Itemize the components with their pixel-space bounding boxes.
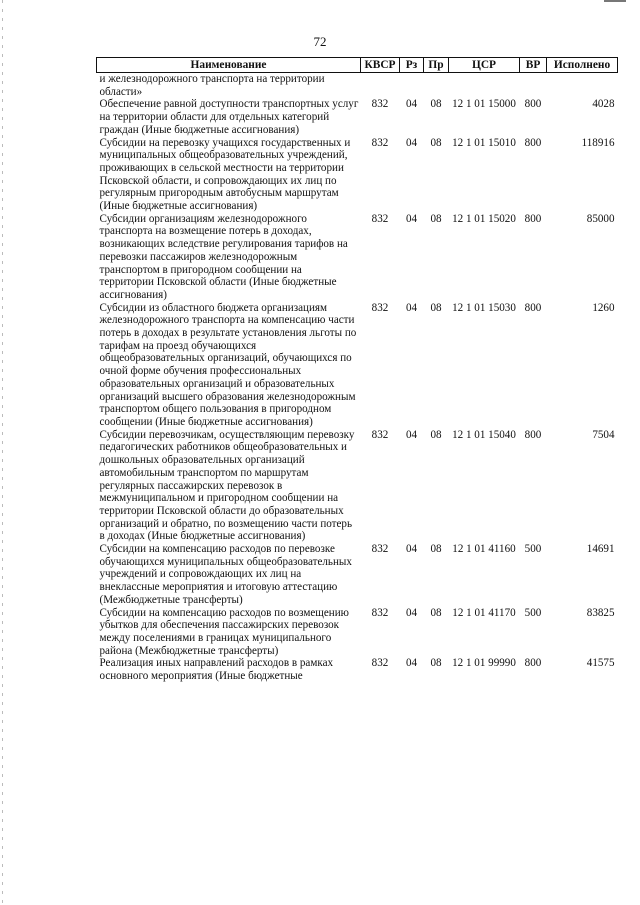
row-vr: 800 bbox=[524, 657, 542, 670]
table-header-row bbox=[97, 58, 618, 73]
row-pr: 08 bbox=[430, 136, 442, 149]
row-rz: 04 bbox=[405, 98, 418, 111]
header-name: Наименование bbox=[97, 58, 361, 73]
row-csr: 12 1 01 99990 bbox=[452, 657, 516, 670]
row-vr: 800 bbox=[524, 301, 542, 314]
row-csr: 12 1 01 15020 bbox=[452, 212, 516, 225]
row-isp: 14691 bbox=[586, 543, 615, 556]
row-rz bbox=[400, 73, 424, 99]
row-kvsr: 832 bbox=[371, 606, 389, 619]
row-rz: 04 bbox=[405, 657, 418, 670]
row-kvsr: 832 bbox=[371, 136, 389, 149]
row-pr: 08 bbox=[430, 657, 442, 670]
header-pr: Пр bbox=[424, 58, 449, 73]
row-pr: 08 bbox=[430, 98, 442, 111]
row-isp: 1260 bbox=[592, 301, 615, 314]
table-row bbox=[97, 137, 618, 213]
row-csr bbox=[449, 73, 520, 99]
row-vr: 500 bbox=[524, 543, 542, 556]
header-csr: ЦСР bbox=[449, 58, 520, 73]
row-rz: 04 bbox=[405, 606, 418, 619]
row-pr: 08 bbox=[430, 543, 442, 556]
row-csr: 12 1 01 41160 bbox=[452, 543, 516, 556]
row-csr: 12 1 01 41170 bbox=[452, 606, 516, 619]
row-vr: 500 bbox=[524, 606, 542, 619]
row-pr: 08 bbox=[430, 212, 442, 225]
row-kvsr: 832 bbox=[371, 98, 389, 111]
budget-table bbox=[96, 57, 618, 683]
row-name: и железнодорожного транспорта на территории области» bbox=[99, 73, 325, 98]
row-name: Субсидии на компенсацию расходов по перевозке обучающихся муниципальных общеобразовательных учреждений и сопровождающих их лиц на внеклассные мероприятия и итоговую аттестацию (Межбюджетные трансферты) bbox=[99, 543, 352, 606]
row-vr: 800 bbox=[524, 98, 542, 111]
row-vr: 800 bbox=[524, 428, 542, 441]
row-isp: 7504 bbox=[592, 428, 615, 441]
row-isp: 4028 bbox=[592, 98, 615, 111]
table-row bbox=[97, 213, 618, 302]
row-name: Обеспечение равной доступности транспортных услуг на территории области для отдельных категорий граждан (Иные бюджетные ассигнования) bbox=[99, 98, 359, 136]
row-csr: 12 1 01 15000 bbox=[452, 98, 516, 111]
row-pr: 08 bbox=[430, 301, 442, 314]
row-name: Субсидии на компенсацию расходов по возмещению убытков для обеспечения пассажирских перевозок между поселениями в границах муниципального района (Межбюджетные трансферты) bbox=[99, 606, 349, 657]
row-rz: 04 bbox=[405, 136, 418, 149]
row-kvsr: 832 bbox=[371, 657, 389, 670]
row-name: Субсидии из областного бюджета организациям железнодорожного транспорта на компенсацию части потерь в доходах в результате установления льготы по тарифам на проезд обучающихся общеобразовательных организаций, обучающихся по очной форме обучения профессиональных образовательных организаций и образовательных организаций высшего образования железнодорожным транспортом общего пользования в пригородном сообщении (Иные бюджетные ассигнования) bbox=[99, 301, 357, 428]
row-isp bbox=[547, 73, 618, 99]
row-pr: 08 bbox=[430, 606, 442, 619]
row-rz: 04 bbox=[405, 428, 418, 441]
row-isp: 83825 bbox=[586, 606, 615, 619]
table-row bbox=[97, 429, 618, 543]
header-kvsr: КВСР bbox=[361, 58, 400, 73]
row-csr: 12 1 01 15040 bbox=[452, 428, 516, 441]
row-kvsr: 832 bbox=[371, 301, 389, 314]
row-csr: 12 1 01 15030 bbox=[452, 301, 516, 314]
header-isp: Исполнено bbox=[547, 58, 618, 73]
row-name: Субсидии организациям железнодорожного транспорта на возмещение потерь в доходах, возникающих вследствие регулирования тарифов на перевозки пассажиров железнодорожным транспортом в пригородном сообщении на территории Псковской области (Иные бюджетные ассигнования) bbox=[99, 212, 348, 301]
header-vr: ВР bbox=[520, 58, 547, 73]
row-rz: 04 bbox=[405, 212, 418, 225]
row-rz: 04 bbox=[405, 543, 418, 556]
table-row bbox=[97, 657, 618, 682]
table-row bbox=[97, 98, 618, 136]
row-vr: 800 bbox=[524, 136, 542, 149]
row-kvsr bbox=[361, 73, 400, 99]
row-pr: 08 bbox=[430, 428, 442, 441]
table-row bbox=[97, 607, 618, 658]
table-row bbox=[97, 543, 618, 607]
row-pr bbox=[424, 73, 449, 99]
row-csr: 12 1 01 15010 bbox=[452, 136, 516, 149]
row-kvsr: 832 bbox=[371, 212, 389, 225]
header-rz: Рз bbox=[400, 58, 424, 73]
row-vr: 800 bbox=[524, 212, 542, 225]
row-name: Субсидии перевозчикам, осуществляющим перевозку педагогических работников общеобразовательных и дошкольных образовательных организаций автомобильным транспортом по маршрутам регулярных пассажирских перевозок в межмуниципальном и пригородном сообщении на территории Псковской области до образовательных организаций и обратно, по возмещению части потерь в доходах (Иные бюджетные ассигнования) bbox=[99, 428, 355, 543]
row-isp: 118916 bbox=[581, 136, 615, 149]
row-rz: 04 bbox=[405, 301, 418, 314]
table-row bbox=[97, 302, 618, 429]
page-number: 72 bbox=[313, 34, 327, 49]
table-row bbox=[97, 73, 618, 99]
row-name: Субсидии на перевозку учащихся государственных и муниципальных общеобразовательных учреждений, проживающих в сельской местности на территории Псковской области, и сопровождающих их лиц по регулярным пригородным автобусным маршрутам (Иные бюджетные ассигнования) bbox=[99, 136, 351, 213]
budget-table-container bbox=[96, 57, 617, 683]
scan-edge-line bbox=[2, 0, 3, 905]
row-kvsr: 832 bbox=[371, 428, 389, 441]
row-isp: 85000 bbox=[586, 212, 615, 225]
scan-corner-mark bbox=[604, 0, 626, 2]
row-isp: 41575 bbox=[586, 657, 615, 670]
row-vr bbox=[520, 73, 547, 99]
row-kvsr: 832 bbox=[371, 543, 389, 556]
row-name: Реализация иных направлений расходов в рамках основного мероприятия (Иные бюджетные bbox=[99, 657, 334, 683]
